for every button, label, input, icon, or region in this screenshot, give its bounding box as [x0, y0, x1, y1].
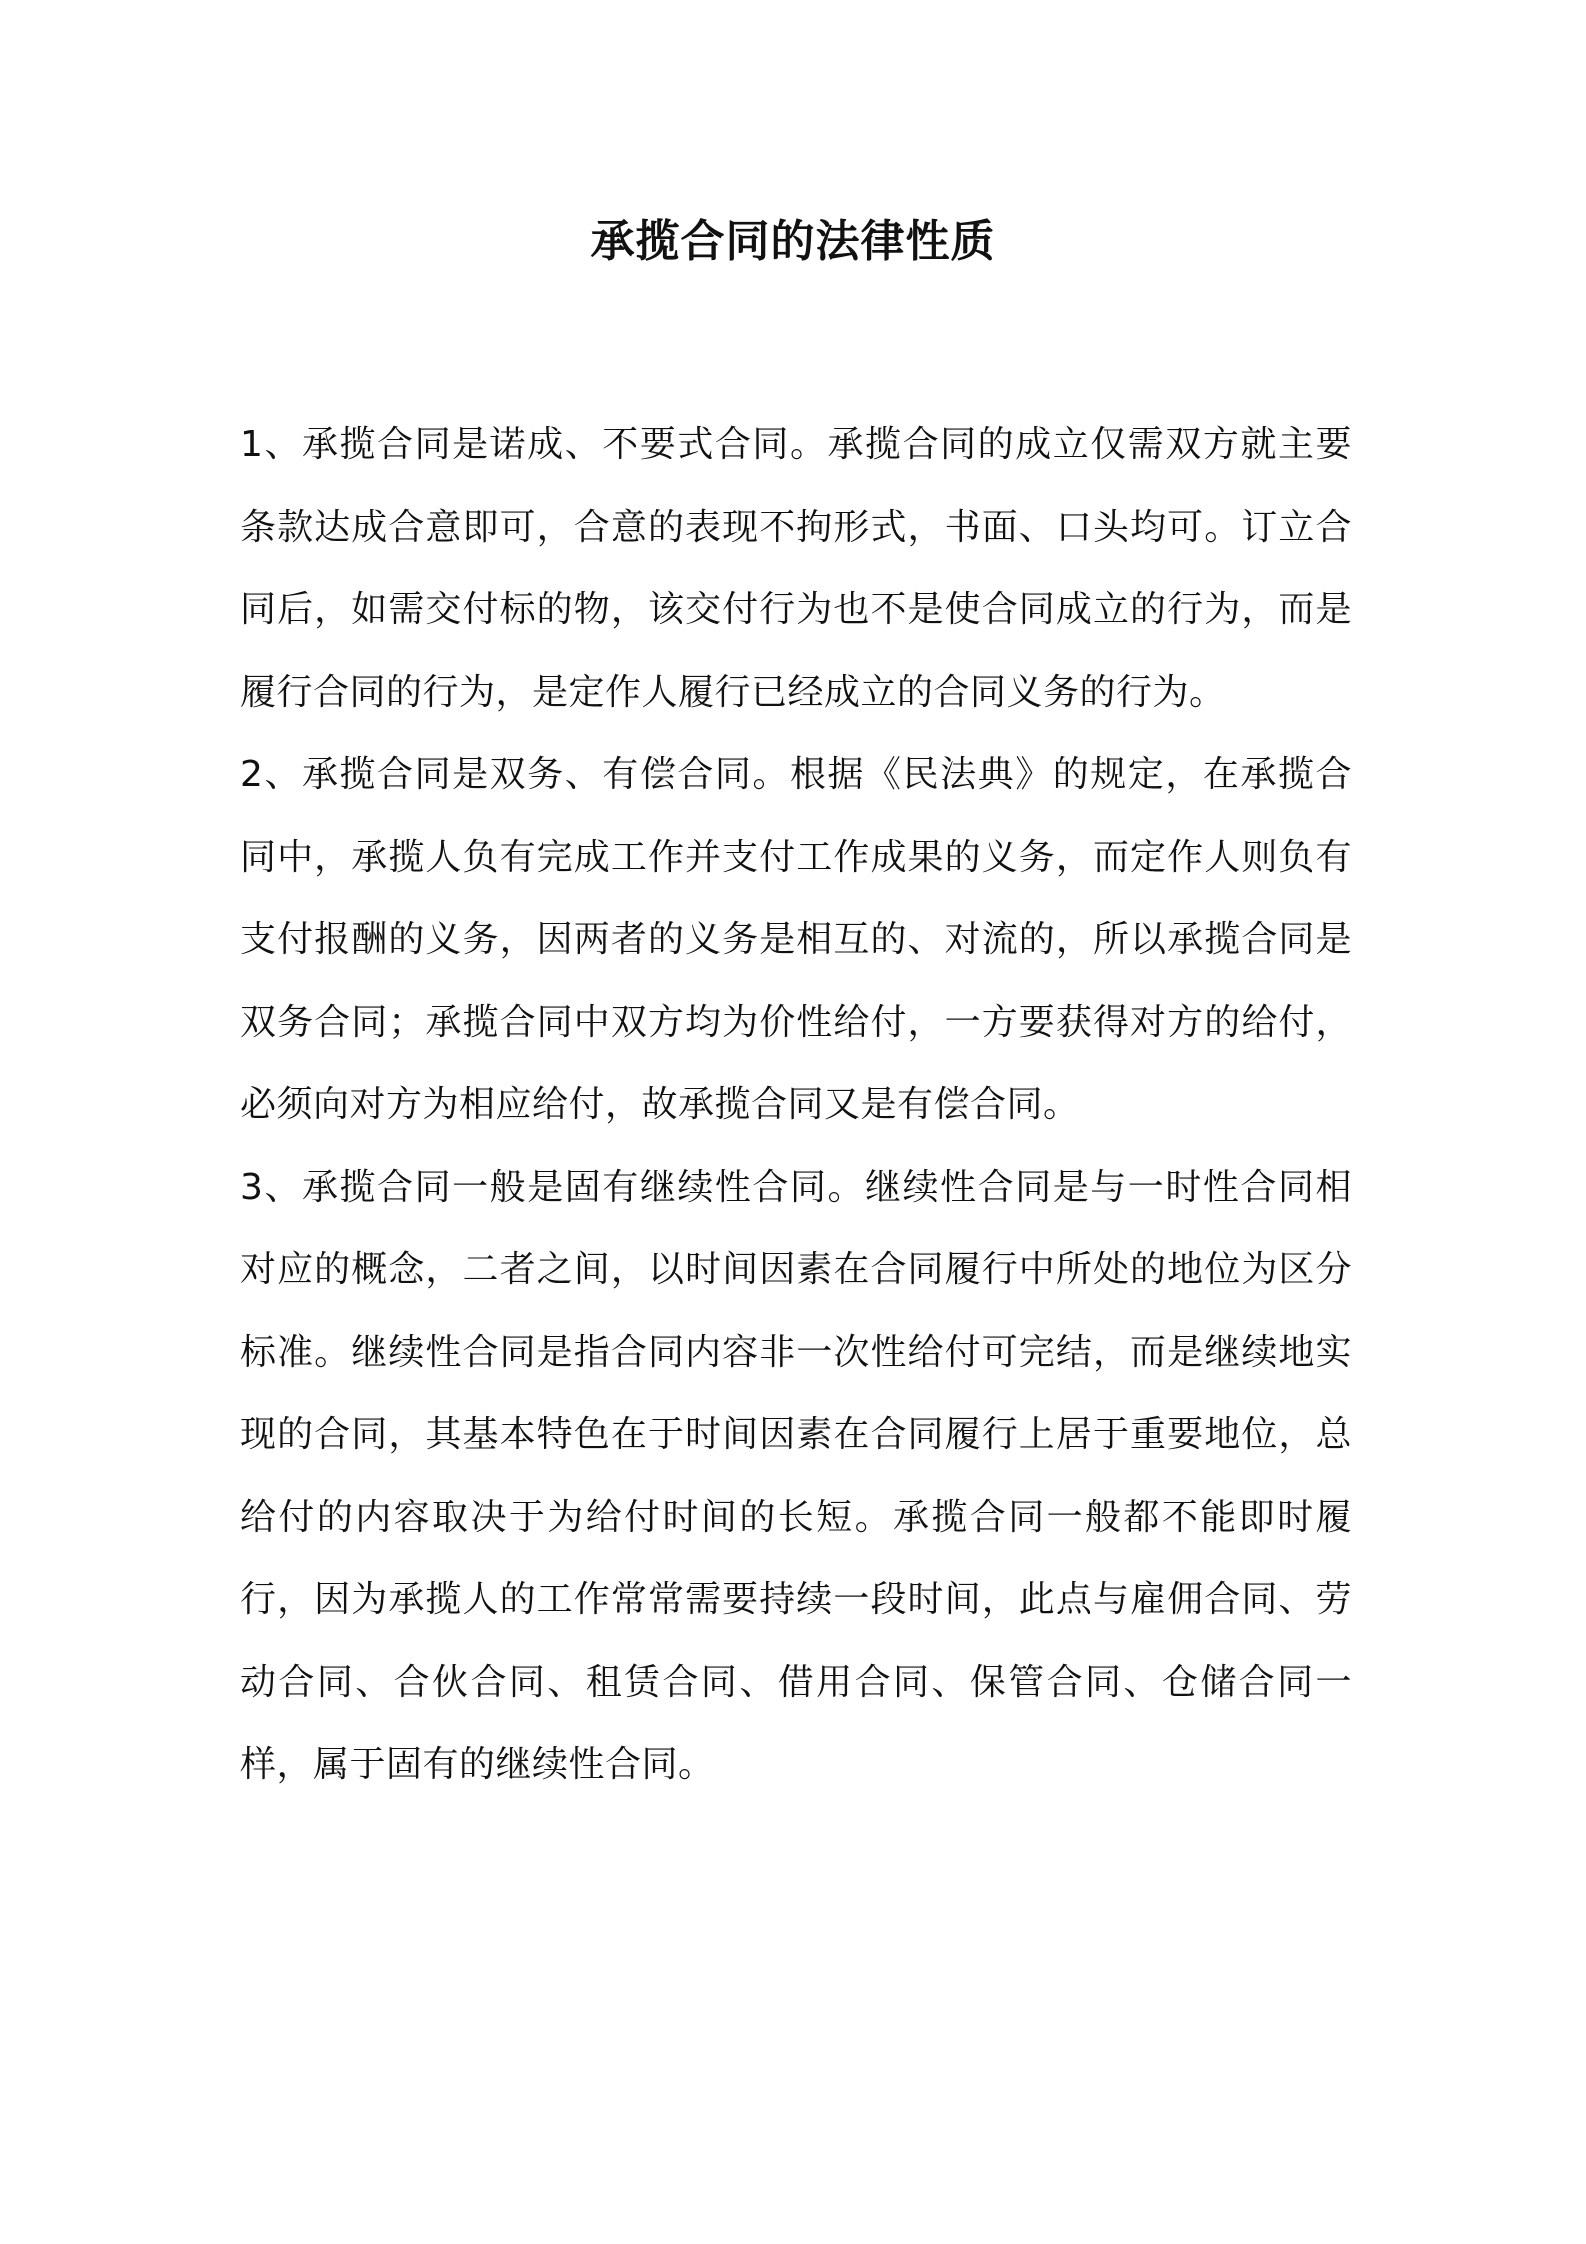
document-title: 承揽合同的法律性质	[590, 216, 996, 267]
paragraph-3: 3、承揽合同一般是固有继续性合同。继续性合同是与一时性合同相对应的概念，二者之间，以时间因素在合同履行中所处的地位为区分标准。继续性合同是指合同内容非一次性给付可完结，而是继续地实现的合同，其基本特色在于时间因素在合同履行上居于重要地位，总给付的内容取决于为给付时间的长短。承揽合同一般都不能即时履行，因为承揽人的工作常常需要持续一段时间，此点与雇佣合同、劳动合同、合伙合同、租赁合同、借用合同、保管合同、仓储合同一样，属于固有的继续性合同。	[240, 1166, 1352, 1785]
paragraph-1: 1、承揽合同是诺成、不要式合同。承揽合同的成立仅需双方就主要条款达成合意即可，合意的表现不拘形式，书面、口头均可。订立合同后，如需交付标的物，该交付行为也不是使合同成立的行为，而是履行合同的行为，是定作人履行已经成立的合同义务的行为。	[240, 424, 1352, 713]
document-body	[240, 404, 1352, 1807]
paragraph-2: 2、承揽合同是双务、有偿合同。根据《民法典》的规定，在承揽合同中，承揽人负有完成工作并支付工作成果的义务，而定作人则负有支付报酬的义务，因两者的义务是相互的、对流的，所以承揽合同是双务合同；承揽合同中双方均为价性给付，一方要获得对方的给付，必须向对方为相应给付，故承揽合同又是有偿合同。	[240, 754, 1352, 1125]
